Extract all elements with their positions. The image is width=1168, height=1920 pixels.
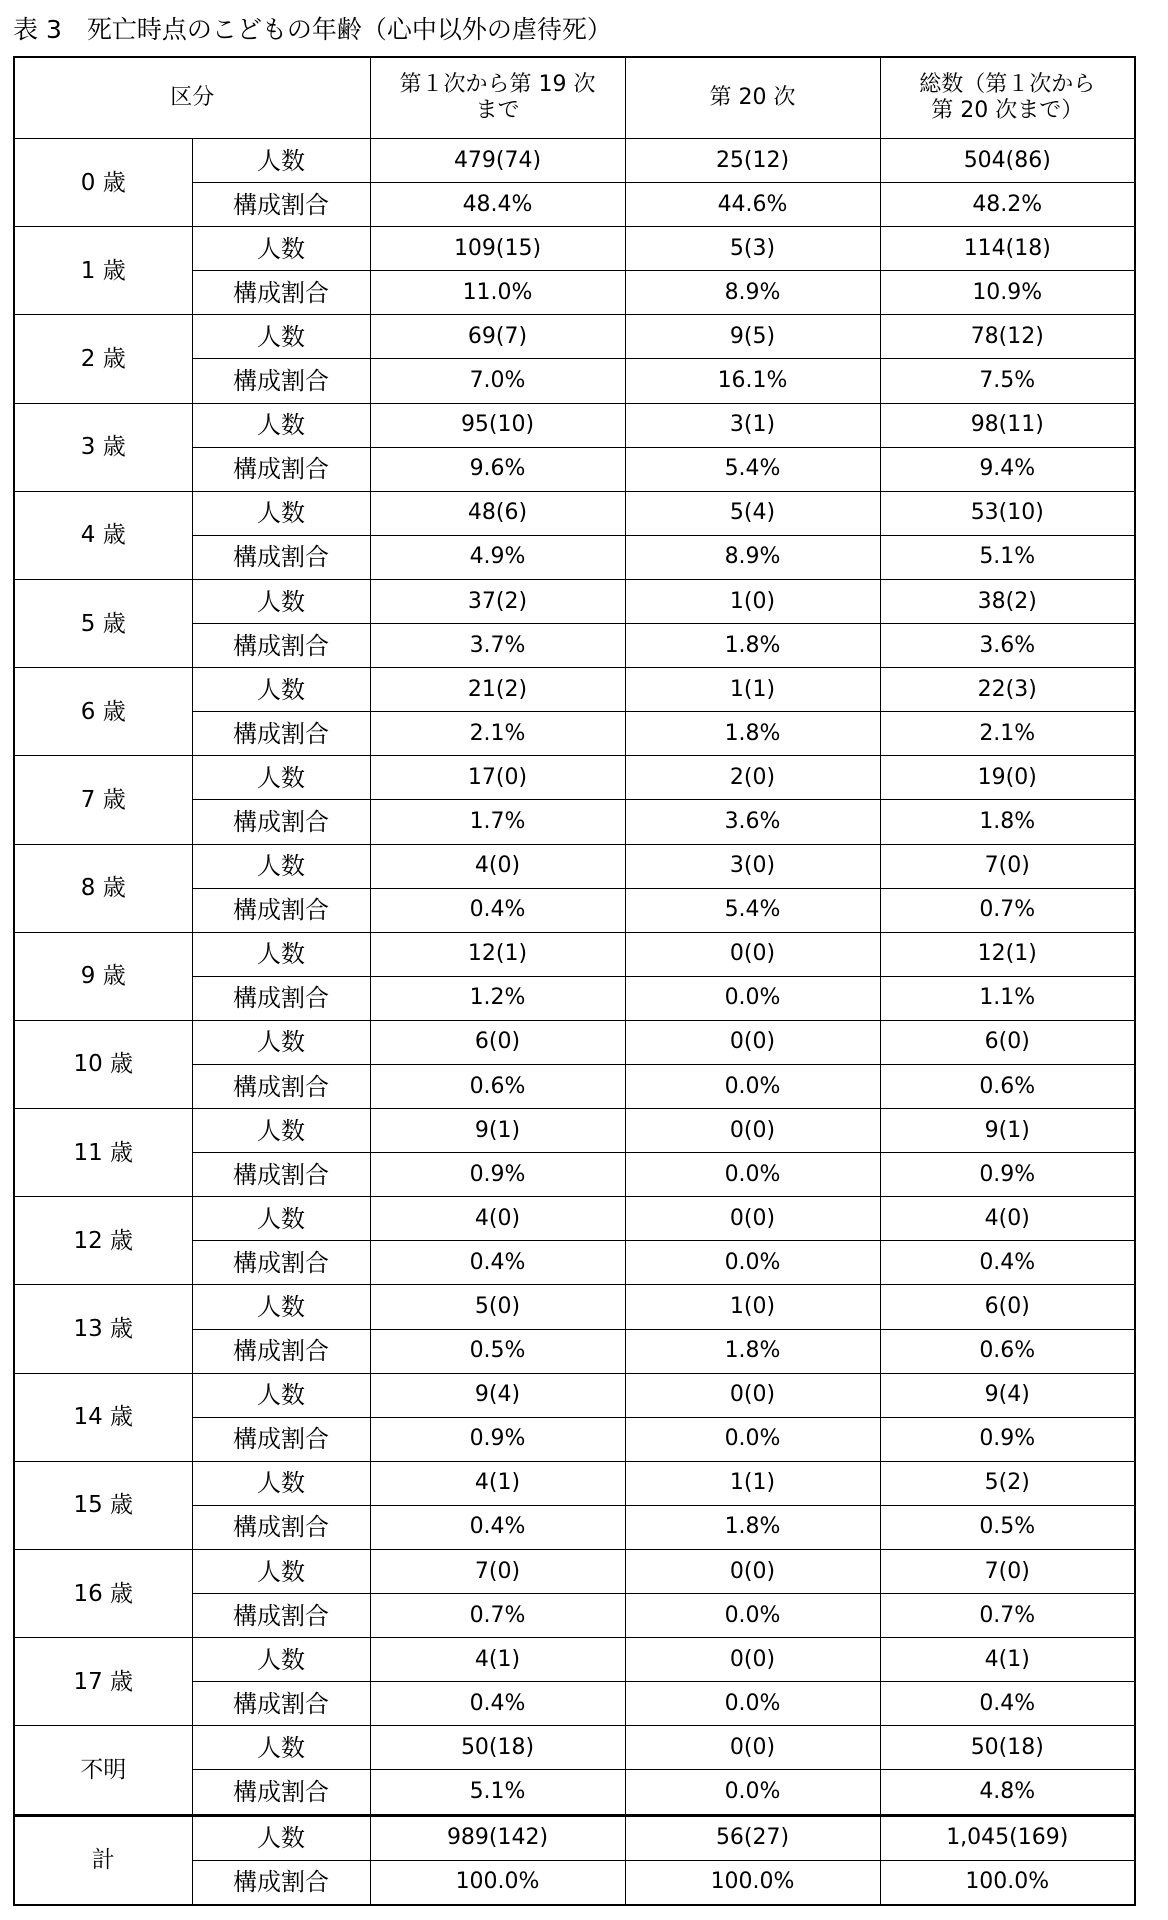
count-label: 人数 [192,1109,370,1153]
count-value-total: 1,045(169) [880,1815,1135,1860]
ratio-value-total: 2.1% [880,712,1135,756]
count-value-20: 0(0) [625,1373,880,1417]
count-value-20: 56(27) [625,1815,880,1860]
count-value-1-19: 50(18) [370,1726,625,1770]
ratio-value-1-19: 100.0% [370,1860,625,1905]
count-value-total: 7(0) [880,844,1135,888]
age-cell: 2 歳 [14,315,192,403]
ratio-value-total: 0.4% [880,1241,1135,1285]
ratio-value-total: 5.1% [880,535,1135,579]
count-value-20: 0(0) [625,1726,880,1770]
age-cell: 11 歳 [14,1109,192,1197]
count-value-total: 504(86) [880,139,1135,183]
count-value-1-19: 12(1) [370,932,625,976]
count-value-total: 53(10) [880,491,1135,535]
ratio-value-1-19: 1.7% [370,800,625,844]
table-row [14,403,1135,447]
ratio-value-1-19: 1.2% [370,976,625,1020]
age-cell: 5 歳 [14,579,192,667]
ratio-value-total: 10.9% [880,271,1135,315]
count-value-1-19: 4(1) [370,1638,625,1682]
ratio-value-1-19: 48.4% [370,183,625,227]
count-value-20: 1(1) [625,1461,880,1505]
count-label: 人数 [192,491,370,535]
count-value-total: 78(12) [880,315,1135,359]
count-value-total: 12(1) [880,932,1135,976]
ratio-label: 構成割合 [192,800,370,844]
count-value-1-19: 7(0) [370,1550,625,1594]
age-cell: 14 歳 [14,1373,192,1461]
count-label: 人数 [192,403,370,447]
ratio-value-total: 3.6% [880,624,1135,668]
ratio-value-1-19: 0.5% [370,1329,625,1373]
count-value-total: 9(4) [880,1373,1135,1417]
ratio-value-total: 0.9% [880,1153,1135,1197]
ratio-value-20: 0.0% [625,1594,880,1638]
count-value-total: 50(18) [880,1726,1135,1770]
header-category: 区分 [14,57,370,139]
ratio-value-total: 7.5% [880,359,1135,403]
count-value-total: 22(3) [880,668,1135,712]
table-row [14,1373,1135,1417]
ratio-value-total: 0.5% [880,1505,1135,1549]
ratio-value-20: 0.0% [625,976,880,1020]
count-label: 人数 [192,227,370,271]
count-value-total: 114(18) [880,227,1135,271]
ratio-value-20: 0.0% [625,1770,880,1815]
count-value-20: 1(1) [625,668,880,712]
count-label: 人数 [192,1373,370,1417]
count-value-total: 38(2) [880,579,1135,623]
table-row [14,1461,1135,1505]
count-value-20: 3(0) [625,844,880,888]
ratio-value-1-19: 0.9% [370,1153,625,1197]
count-value-20: 0(0) [625,1550,880,1594]
header-col-total [880,57,1135,139]
ratio-label: 構成割合 [192,1594,370,1638]
ratio-value-total: 1.8% [880,800,1135,844]
count-value-20: 1(0) [625,579,880,623]
ratio-label: 構成割合 [192,976,370,1020]
table-row [14,668,1135,712]
ratio-value-1-19: 0.4% [370,1241,625,1285]
age-cell: 3 歳 [14,403,192,491]
ratio-label: 構成割合 [192,535,370,579]
table-row [14,227,1135,271]
ratio-value-20: 5.4% [625,447,880,491]
count-label: 人数 [192,668,370,712]
table-row [14,1109,1135,1153]
count-value-20: 5(3) [625,227,880,271]
ratio-value-20: 3.6% [625,800,880,844]
header-col-20: 第 20 次 [625,57,880,139]
ratio-value-total: 0.7% [880,888,1135,932]
header-col-1-19-line1: 第１次から第 19 次 [399,72,596,97]
count-label: 人数 [192,932,370,976]
table-row [14,1726,1135,1770]
age-cell: 16 歳 [14,1550,192,1638]
count-value-total: 6(0) [880,1020,1135,1064]
ratio-value-1-19: 4.9% [370,535,625,579]
ratio-value-total: 0.6% [880,1329,1135,1373]
age-cell: 0 歳 [14,139,192,227]
count-label: 人数 [192,1197,370,1241]
ratio-label: 構成割合 [192,1329,370,1373]
ratio-value-20: 100.0% [625,1860,880,1905]
count-value-total: 98(11) [880,403,1135,447]
count-value-1-19: 17(0) [370,756,625,800]
count-value-1-19: 69(7) [370,315,625,359]
ratio-value-total: 0.6% [880,1064,1135,1108]
ratio-label: 構成割合 [192,1505,370,1549]
ratio-value-1-19: 0.4% [370,1682,625,1726]
count-label: 人数 [192,756,370,800]
count-label: 人数 [192,1461,370,1505]
count-label: 人数 [192,1020,370,1064]
ratio-label: 構成割合 [192,1241,370,1285]
ratio-value-1-19: 11.0% [370,271,625,315]
count-value-1-19: 4(0) [370,844,625,888]
ratio-label: 構成割合 [192,1153,370,1197]
ratio-label: 構成割合 [192,624,370,668]
ratio-value-1-19: 9.6% [370,447,625,491]
count-value-1-19: 989(142) [370,1815,625,1860]
header-col-1-19 [370,57,625,139]
count-label: 人数 [192,1815,370,1860]
count-value-1-19: 4(1) [370,1461,625,1505]
count-label: 人数 [192,1550,370,1594]
ratio-label: 構成割合 [192,1682,370,1726]
ratio-value-20: 1.8% [625,1505,880,1549]
count-value-20: 0(0) [625,1197,880,1241]
ratio-value-1-19: 3.7% [370,624,625,668]
count-label: 人数 [192,1285,370,1329]
header-row [14,57,1135,139]
ratio-value-total: 100.0% [880,1860,1135,1905]
count-label: 人数 [192,315,370,359]
count-value-20: 5(4) [625,491,880,535]
ratio-value-total: 0.4% [880,1682,1135,1726]
ratio-label: 構成割合 [192,1860,370,1905]
count-value-20: 9(5) [625,315,880,359]
age-cell: 12 歳 [14,1197,192,1285]
table-row [14,932,1135,976]
table-row [14,1020,1135,1064]
count-value-1-19: 9(1) [370,1109,625,1153]
ratio-value-1-19: 0.4% [370,888,625,932]
age-at-death-table [13,56,1136,1906]
table-row [14,756,1135,800]
header-col-total-line2: 第 20 次まで） [931,98,1084,123]
ratio-value-total: 4.8% [880,1770,1135,1815]
ratio-value-1-19: 0.9% [370,1417,625,1461]
header-col-1-19-line2: まで [475,98,520,123]
ratio-value-20: 0.0% [625,1241,880,1285]
ratio-value-20: 44.6% [625,183,880,227]
ratio-value-20: 16.1% [625,359,880,403]
count-value-1-19: 479(74) [370,139,625,183]
age-cell: 4 歳 [14,491,192,579]
ratio-label: 構成割合 [192,183,370,227]
age-cell: 13 歳 [14,1285,192,1373]
count-value-total: 4(1) [880,1638,1135,1682]
age-cell: 計 [14,1815,192,1905]
count-value-20: 0(0) [625,1109,880,1153]
table-row [14,315,1135,359]
age-cell: 7 歳 [14,756,192,844]
count-value-20: 0(0) [625,1638,880,1682]
count-value-20: 3(1) [625,403,880,447]
count-value-1-19: 48(6) [370,491,625,535]
ratio-label: 構成割合 [192,271,370,315]
count-label: 人数 [192,844,370,888]
ratio-label: 構成割合 [192,1417,370,1461]
ratio-value-20: 8.9% [625,271,880,315]
table-row [14,1285,1135,1329]
count-value-1-19: 4(0) [370,1197,625,1241]
ratio-value-20: 1.8% [625,1329,880,1373]
count-value-1-19: 95(10) [370,403,625,447]
table-row [14,1638,1135,1682]
ratio-value-1-19: 0.7% [370,1594,625,1638]
ratio-value-20: 1.8% [625,624,880,668]
table-row [14,579,1135,623]
table-row [14,1197,1135,1241]
table-row [14,491,1135,535]
count-value-1-19: 21(2) [370,668,625,712]
count-label: 人数 [192,579,370,623]
header-col-total-line1: 総数（第１次から [919,72,1096,97]
count-value-1-19: 6(0) [370,1020,625,1064]
table-row [14,1815,1135,1860]
count-value-total: 7(0) [880,1550,1135,1594]
ratio-value-total: 0.9% [880,1417,1135,1461]
ratio-label: 構成割合 [192,447,370,491]
age-cell: 10 歳 [14,1020,192,1108]
ratio-value-total: 0.7% [880,1594,1135,1638]
age-cell: 8 歳 [14,844,192,932]
ratio-value-20: 8.9% [625,535,880,579]
ratio-value-1-19: 0.6% [370,1064,625,1108]
ratio-label: 構成割合 [192,712,370,756]
ratio-value-20: 0.0% [625,1064,880,1108]
count-value-total: 19(0) [880,756,1135,800]
count-label: 人数 [192,139,370,183]
ratio-value-20: 5.4% [625,888,880,932]
count-value-20: 25(12) [625,139,880,183]
table-row [14,1550,1135,1594]
count-value-20: 0(0) [625,932,880,976]
count-value-1-19: 37(2) [370,579,625,623]
ratio-label: 構成割合 [192,888,370,932]
ratio-label: 構成割合 [192,1770,370,1815]
ratio-value-20: 1.8% [625,712,880,756]
ratio-value-1-19: 0.4% [370,1505,625,1549]
count-label: 人数 [192,1726,370,1770]
count-value-1-19: 9(4) [370,1373,625,1417]
ratio-value-total: 48.2% [880,183,1135,227]
count-value-20: 2(0) [625,756,880,800]
count-value-total: 6(0) [880,1285,1135,1329]
ratio-value-total: 9.4% [880,447,1135,491]
age-cell: 6 歳 [14,668,192,756]
count-value-20: 1(0) [625,1285,880,1329]
ratio-value-total: 1.1% [880,976,1135,1020]
age-cell: 1 歳 [14,227,192,315]
count-value-20: 0(0) [625,1020,880,1064]
count-value-total: 4(0) [880,1197,1135,1241]
age-cell: 9 歳 [14,932,192,1020]
ratio-value-1-19: 7.0% [370,359,625,403]
count-value-total: 9(1) [880,1109,1135,1153]
ratio-value-20: 0.0% [625,1682,880,1726]
table-row [14,139,1135,183]
ratio-value-20: 0.0% [625,1417,880,1461]
age-cell: 不明 [14,1726,192,1815]
table-row [14,844,1135,888]
age-cell: 15 歳 [14,1461,192,1549]
table-caption: 表 3 死亡時点のこどもの年齢（心中以外の虐待死） [13,15,612,44]
ratio-value-1-19: 5.1% [370,1770,625,1815]
count-label: 人数 [192,1638,370,1682]
ratio-value-1-19: 2.1% [370,712,625,756]
count-value-total: 5(2) [880,1461,1135,1505]
count-value-1-19: 109(15) [370,227,625,271]
ratio-label: 構成割合 [192,359,370,403]
count-value-1-19: 5(0) [370,1285,625,1329]
age-cell: 17 歳 [14,1638,192,1726]
ratio-value-20: 0.0% [625,1153,880,1197]
ratio-label: 構成割合 [192,1064,370,1108]
